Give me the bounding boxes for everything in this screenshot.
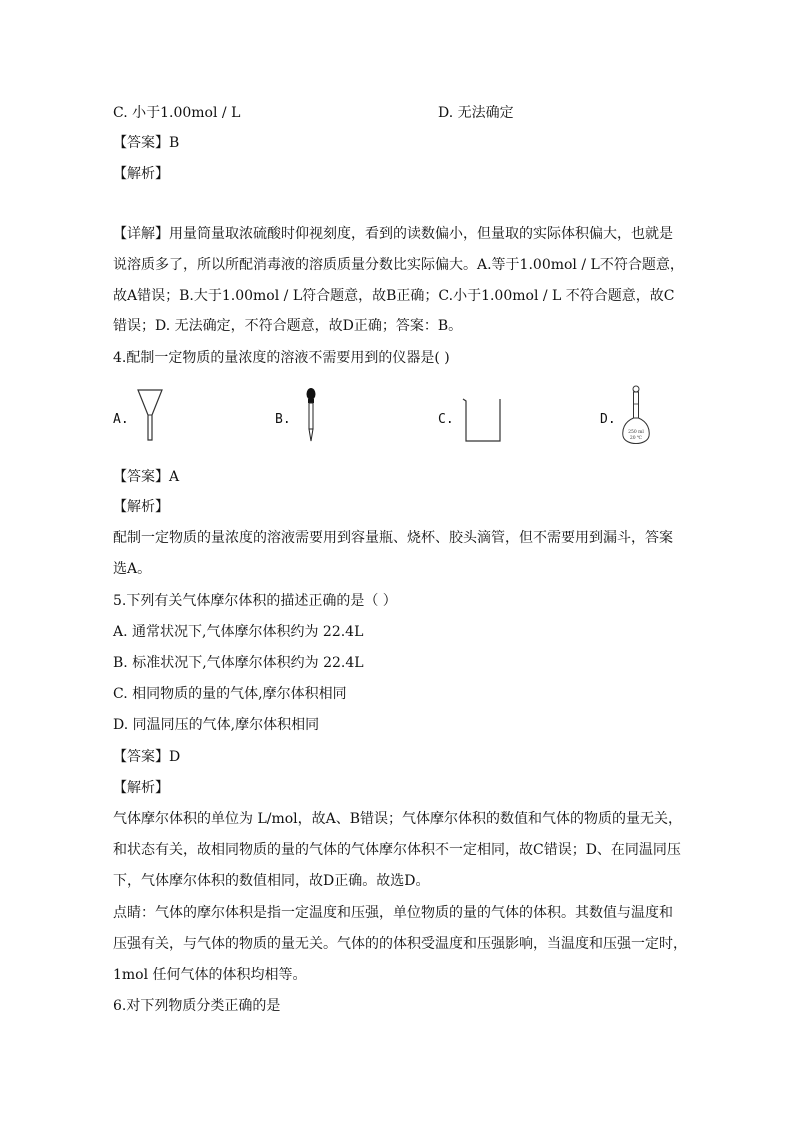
q5-stem: 5.下列有关气体摩尔体积的描述正确的是（ ） bbox=[113, 593, 397, 609]
q3-option-d: D. 无法确定 bbox=[438, 105, 514, 121]
q4-label-b: B. bbox=[275, 412, 291, 427]
q5-tip-line-1: 点睛：气体的摩尔体积是指一定温度和压强，单位物质的量的气体的体积。其数值与温度和 bbox=[113, 905, 673, 921]
q5-option-a: A. 通常状况下,气体摩尔体积约为 22.4L bbox=[113, 624, 364, 640]
volumetric-flask-icon bbox=[620, 384, 652, 448]
q4-analysis-heading: 【解析】 bbox=[113, 499, 169, 515]
q5-option-b: B. 标准状况下,气体摩尔体积约为 22.4L bbox=[113, 655, 364, 671]
q6-stem: 6.对下列物质分类正确的是 bbox=[113, 998, 281, 1014]
funnel-icon bbox=[137, 388, 163, 443]
q4-label-d: D. bbox=[600, 412, 616, 427]
q5-analysis-heading: 【解析】 bbox=[113, 780, 169, 796]
q4-label-a: A. bbox=[113, 412, 129, 427]
q5-explain-line-2: 和状态有关，故相同物质的量的气体的气体摩尔体积不一定相同，故C错误；D、在同温同压 bbox=[113, 842, 681, 858]
q3-detail-line-2: 说溶质多了，所以所配消毒液的溶质质量分数比实际偏大。A.等于1.00mol / L不符合题意， bbox=[113, 257, 684, 273]
q4-stem: 4.配制一定物质的量浓度的溶液不需要用到的仪器是( ) bbox=[113, 350, 450, 366]
q5-tip-line-3: 1mol 任何气体的体积均相等。 bbox=[113, 967, 307, 983]
q3-answer: 【答案】B bbox=[113, 135, 180, 151]
flask-volume-mark: 250 ml bbox=[628, 430, 644, 435]
q4-answer: 【答案】A bbox=[113, 469, 180, 485]
q3-option-c: C. 小于1.00mol / L bbox=[113, 105, 241, 121]
q5-answer: 【答案】D bbox=[113, 749, 181, 765]
q5-tip-line-2: 压强有关，与气体的物质的量无关。气体的的体积受温度和压强影响，当温度和压强一定时， bbox=[113, 936, 687, 952]
q3-detail-line-4: 错误；D. 无法确定，不符合题意，故D正确；答案：B。 bbox=[113, 318, 463, 334]
q5-explain-line-1: 气体摩尔体积的单位为 L/mol，故A、B错误；气体摩尔体积的数值和气体的物质的量无关， bbox=[113, 811, 683, 827]
q5-option-d: D. 同温同压的气体,摩尔体积相同 bbox=[113, 717, 320, 733]
q3-detail-line-3: 故A错误；B.大于1.00mol / L符合题意，故B正确；C.小于1.00mol / L 不符合题意，故C bbox=[113, 288, 675, 304]
flask-temperature-mark: 20 ℃ bbox=[629, 436, 643, 441]
dropper-icon bbox=[305, 386, 317, 442]
q3-analysis-heading: 【解析】 bbox=[113, 166, 169, 182]
q4-explain-line-1: 配制一定物质的量浓度的溶液需要用到容量瓶、烧杯、胶头滴管，但不需要用到漏斗，答案 bbox=[113, 530, 673, 546]
q5-explain-line-3: 下，气体摩尔体积的数值相同，故D正确。故选D。 bbox=[113, 873, 430, 889]
q4-label-c: C. bbox=[438, 412, 454, 427]
beaker-icon bbox=[462, 397, 504, 443]
q3-detail-line-1: 【详解】用量筒量取浓硫酸时仰视刻度，看到的读数偏小，但量取的实际体积偏大，也就是 bbox=[113, 226, 673, 242]
q4-explain-line-2: 选A。 bbox=[113, 561, 152, 577]
q5-option-c: C. 相同物质的量的气体,摩尔体积相同 bbox=[113, 686, 347, 702]
